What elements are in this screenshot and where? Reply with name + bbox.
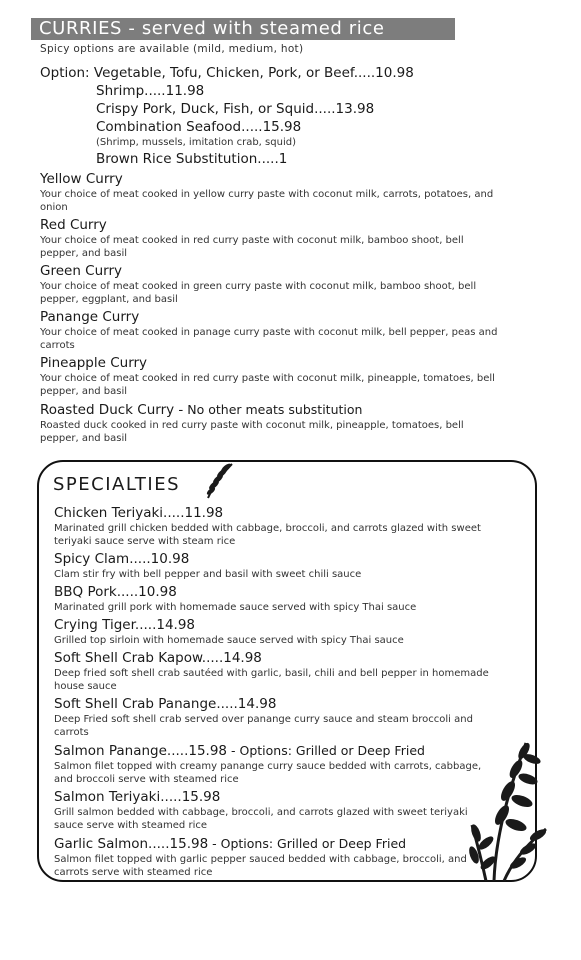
curry-item-desc: Your choice of meat cooked in green curry paste with coconut milk, bamboo shoot, bell pepper, eggplant, and basil bbox=[40, 281, 477, 305]
option-line: Crispy Pork, Duck, Fish, or Squid.....13.98 bbox=[96, 101, 375, 117]
curry-item-name: Red Curry bbox=[40, 217, 107, 233]
curry-item-name bbox=[40, 401, 500, 419]
specialty-item-note: - Options: Grilled or Deep Fried bbox=[227, 743, 425, 758]
specialty-item bbox=[54, 650, 494, 693]
curry-item-desc: Your choice of meat cooked in red curry paste with coconut milk, pineapple, tomatoes, bell pepper, and basil bbox=[40, 373, 495, 397]
option-note: (Shrimp, mussels, imitation crab, squid) bbox=[96, 137, 296, 148]
option-line: Brown Rice Substitution.....1 bbox=[96, 151, 288, 167]
specialty-item-name: Soft Shell Crab Panange.....14.98 bbox=[54, 696, 277, 712]
specialty-item-name: Spicy Clam.....10.98 bbox=[54, 551, 190, 567]
curry-item-desc: Your choice of meat cooked in panage curry paste with coconut milk, bell pepper, peas and carrots bbox=[40, 327, 498, 351]
curry-item bbox=[40, 171, 500, 214]
specialty-item-desc: Marinated grill pork with homemade sauce served with spicy Thai sauce bbox=[54, 602, 417, 613]
curry-item bbox=[40, 309, 500, 352]
specialty-item-desc: Deep fried soft shell crab sautéed with garlic, basil, chili and bell pepper in homemade house sauce bbox=[54, 668, 489, 692]
specialty-item bbox=[54, 584, 494, 614]
curry-item-desc: Your choice of meat cooked in red curry paste with coconut milk, bamboo shoot, bell pepper, and basil bbox=[40, 235, 464, 259]
curries-heading bbox=[31, 18, 455, 40]
curry-item-desc: Roasted duck cooked in red curry paste with coconut milk, pineapple, tomatoes, bell pepper, and basil bbox=[40, 420, 464, 444]
curry-item bbox=[40, 401, 500, 445]
specialty-item-desc: Marinated grill chicken bedded with cabbage, broccoli, and carrots glazed with sweet teriyaki sauce serve with steam rice bbox=[54, 523, 481, 547]
curries-heading-suffix: - served with steamed rice bbox=[122, 18, 385, 39]
curry-list bbox=[40, 171, 500, 448]
specialty-item-desc: Salmon filet topped with creamy panange curry sauce bedded with carrots, cabbage, and broccoli serve with steamed rice bbox=[54, 761, 482, 785]
specialty-item-desc: Grilled top sirloin with homemade sauce served with spicy Thai sauce bbox=[54, 635, 404, 646]
curry-item-title: Roasted Duck Curry - bbox=[40, 402, 184, 418]
specialty-item-desc: Grill salmon bedded with cabbage, broccoli, and carrots glazed with sweet teriyaki sauce serve with steamed rice bbox=[54, 807, 468, 831]
option-line: Option: Vegetable, Tofu, Chicken, Pork, or Beef.....10.98 bbox=[40, 65, 414, 81]
curry-item-desc: Your choice of meat cooked in yellow curry paste with coconut milk, carrots, potatoes, and onion bbox=[40, 189, 494, 213]
curry-item bbox=[40, 217, 500, 260]
specialty-item-desc: Clam stir fry with bell pepper and basil with sweet chili sauce bbox=[54, 569, 362, 580]
specialty-item bbox=[54, 696, 494, 739]
curries-heading-title: CURRIES bbox=[39, 18, 123, 39]
specialty-item-name: Salmon Teriyaki.....15.98 bbox=[54, 789, 221, 805]
specialty-item bbox=[54, 789, 494, 832]
specialty-item-name bbox=[54, 742, 494, 760]
curry-options bbox=[40, 64, 414, 168]
specialty-item-title: Salmon Panange.....15.98 bbox=[54, 743, 228, 759]
specialty-item-name: Crying Tiger.....14.98 bbox=[54, 617, 196, 633]
specialty-item bbox=[54, 617, 494, 647]
specialty-item bbox=[54, 551, 494, 581]
curry-item-note: No other meats substitution bbox=[183, 402, 363, 417]
spicy-note: Spicy options are available (mild, medium, hot) bbox=[40, 43, 304, 55]
specialty-item bbox=[54, 742, 494, 786]
curry-item bbox=[40, 355, 500, 398]
specialty-item-title: Garlic Salmon.....15.98 bbox=[54, 836, 209, 852]
specialty-item-name bbox=[54, 835, 494, 853]
specialties-list bbox=[54, 505, 494, 882]
option-line: Combination Seafood.....15.98 bbox=[96, 119, 302, 135]
wheat-sprig-icon bbox=[200, 460, 238, 500]
specialty-item-desc: Salmon filet topped with garlic pepper sauced bedded with cabbage, broccoli, and carrots serve with steamed rice bbox=[54, 854, 467, 878]
specialty-item-name: Chicken Teriyaki.....11.98 bbox=[54, 505, 224, 521]
curry-item-name: Panange Curry bbox=[40, 309, 140, 325]
specialty-item-desc: Deep Fried soft shell crab served over panange curry sauce and steam broccoli and carrots bbox=[54, 714, 473, 738]
specialty-item bbox=[54, 835, 494, 879]
option-line: Shrimp.....11.98 bbox=[96, 83, 205, 99]
specialties-heading: SPECIALTIES bbox=[53, 474, 180, 495]
curry-item-name: Green Curry bbox=[40, 263, 123, 279]
specialty-item-note: - Options: Grilled or Deep Fried bbox=[208, 836, 407, 851]
specialty-item bbox=[54, 505, 494, 548]
curry-item-name: Pineapple Curry bbox=[40, 355, 148, 371]
specialty-item-name: BBQ Pork.....10.98 bbox=[54, 584, 177, 600]
curry-item-name: Yellow Curry bbox=[40, 171, 123, 187]
curry-item bbox=[40, 263, 500, 306]
specialty-item-name: Soft Shell Crab Kapow.....14.98 bbox=[54, 650, 262, 666]
wheat-stalks-icon bbox=[466, 733, 556, 883]
